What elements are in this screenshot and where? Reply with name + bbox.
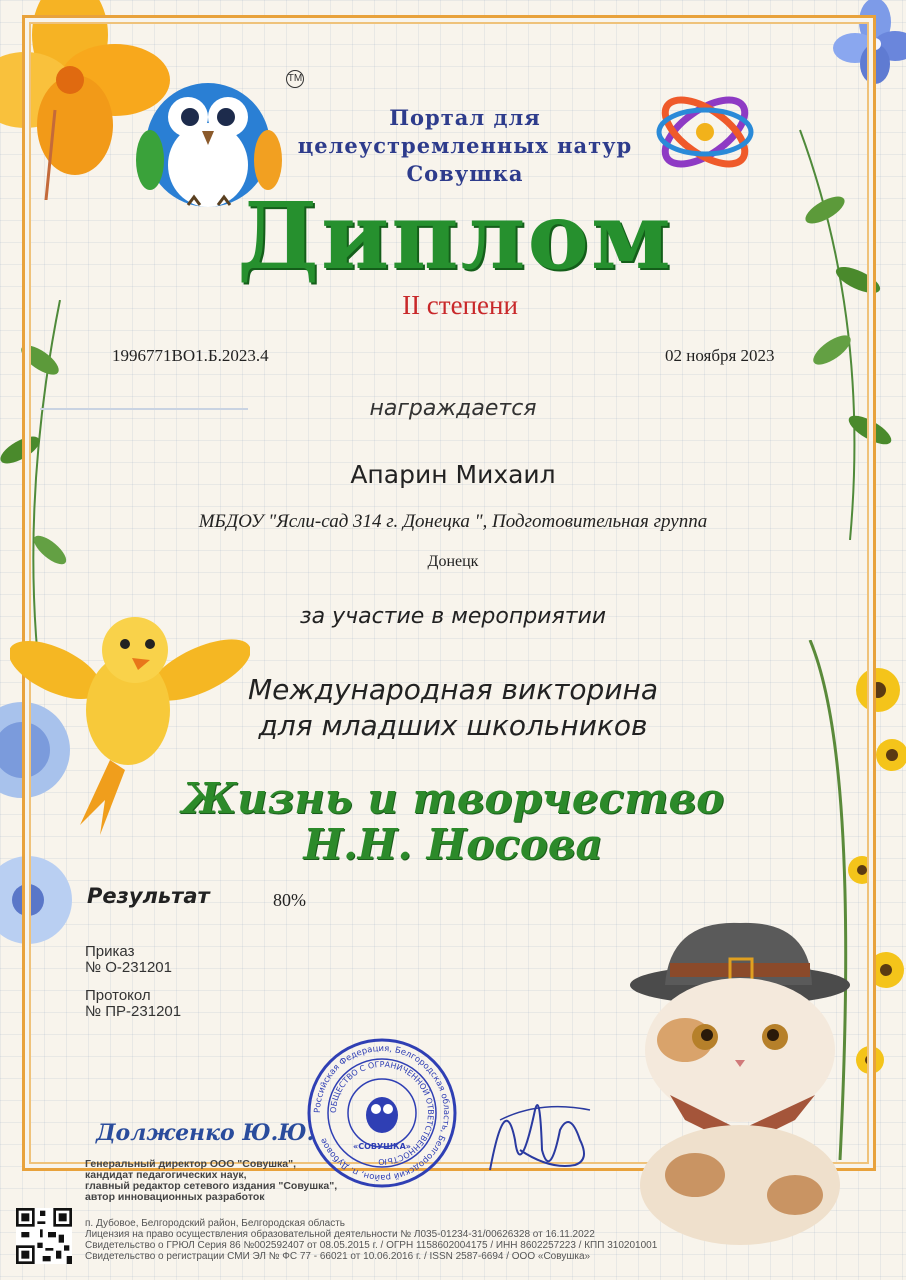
topic-line-2: Н.Н. Носова xyxy=(303,820,603,869)
diploma-title: Диплом xyxy=(237,182,673,290)
qr-code-icon xyxy=(16,1208,72,1264)
recipient-organization: МБДОУ "Ясли-сад 314 г. Донецка ", Подготовительная группа xyxy=(198,511,708,532)
trademark-badge: TM xyxy=(286,70,304,88)
event-line-2: для младших школьников xyxy=(258,709,648,742)
order-label: Приказ xyxy=(85,943,135,960)
signer-role-3: главный редактор сетевого издания "Совушка", xyxy=(85,1180,338,1192)
atom-logo-icon xyxy=(650,72,760,192)
protocol-number: № ПР-231201 xyxy=(85,1003,182,1020)
result-value: 80% xyxy=(273,890,306,910)
footer-line-3: Свидетельство о ГРЮЛ Серия 86 №002592407 от 08.05.2015 г. / ОГРН 1158602004175 / ИНН 8602257223 / КПП 310201001 xyxy=(85,1240,658,1251)
footer-line-2: Лицензия на право осуществления образовательной деятельности № Л035-01234-31/00626328 от 16.11.2022 xyxy=(85,1229,595,1240)
footer-line-1: п. Дубовое, Белгородский район, Белгородская область xyxy=(85,1218,346,1229)
awarded-text: награждается xyxy=(369,396,537,421)
signer-role-1: Генеральный директор ООО "Совушка", xyxy=(85,1158,297,1170)
diploma-degree: II степени xyxy=(402,290,518,320)
signer-name: Долженко Ю.Ю. xyxy=(96,1120,315,1146)
recipient-name: Апарин Михаил xyxy=(350,460,556,489)
protocol-label: Протокол xyxy=(85,987,151,1004)
seal-center-text: «СОВУШКА» xyxy=(353,1142,411,1151)
cat-illustration-icon xyxy=(590,915,880,1245)
seal-outer-text: Российская Федерация, Белгородская область, Белгородский район, п. Дубовое xyxy=(312,1043,452,1183)
bird-illustration-icon xyxy=(10,600,250,840)
topic-line-1: Жизнь и творчество xyxy=(181,774,725,823)
seal-inner-text: ОБЩЕСТВО С ОГРАНИЧЕННОЙ ОТВЕТСТВЕННОСТЬЮ xyxy=(328,1059,436,1167)
diploma-date: 02 ноября 2023 xyxy=(665,346,775,365)
portal-line-2: целеустремленных натур xyxy=(297,133,633,158)
handwritten-signature-icon xyxy=(480,1080,600,1190)
portal-line-1: Портал для xyxy=(389,105,541,130)
recipient-city: Донецк xyxy=(427,553,479,570)
footer-line-4: Свидетельство о регистрации СМИ ЭЛ № ФС 77 - 66021 от 10.06.2016 г. / ISSN 2587-6694 / ООО «Совушка» xyxy=(85,1251,591,1262)
portal-name xyxy=(290,104,640,188)
signer-role-2: кандидат педагогических наук, xyxy=(85,1169,247,1181)
order-number: № О-231201 xyxy=(85,959,172,976)
order-block xyxy=(85,944,172,976)
signer-role-4: автор инновационных разработок xyxy=(85,1191,265,1203)
signer-roles xyxy=(85,1159,385,1203)
result-label: Результат xyxy=(87,884,210,908)
participation-text: за участие в мероприятии xyxy=(299,604,607,629)
protocol-block xyxy=(85,988,181,1020)
portal-line-3: Совушка xyxy=(406,161,524,186)
event-line-1: Международная викторина xyxy=(248,673,658,706)
footer-legal xyxy=(85,1218,785,1262)
diploma-number: 1996771ВО1.Б.2023.4 xyxy=(112,346,269,365)
